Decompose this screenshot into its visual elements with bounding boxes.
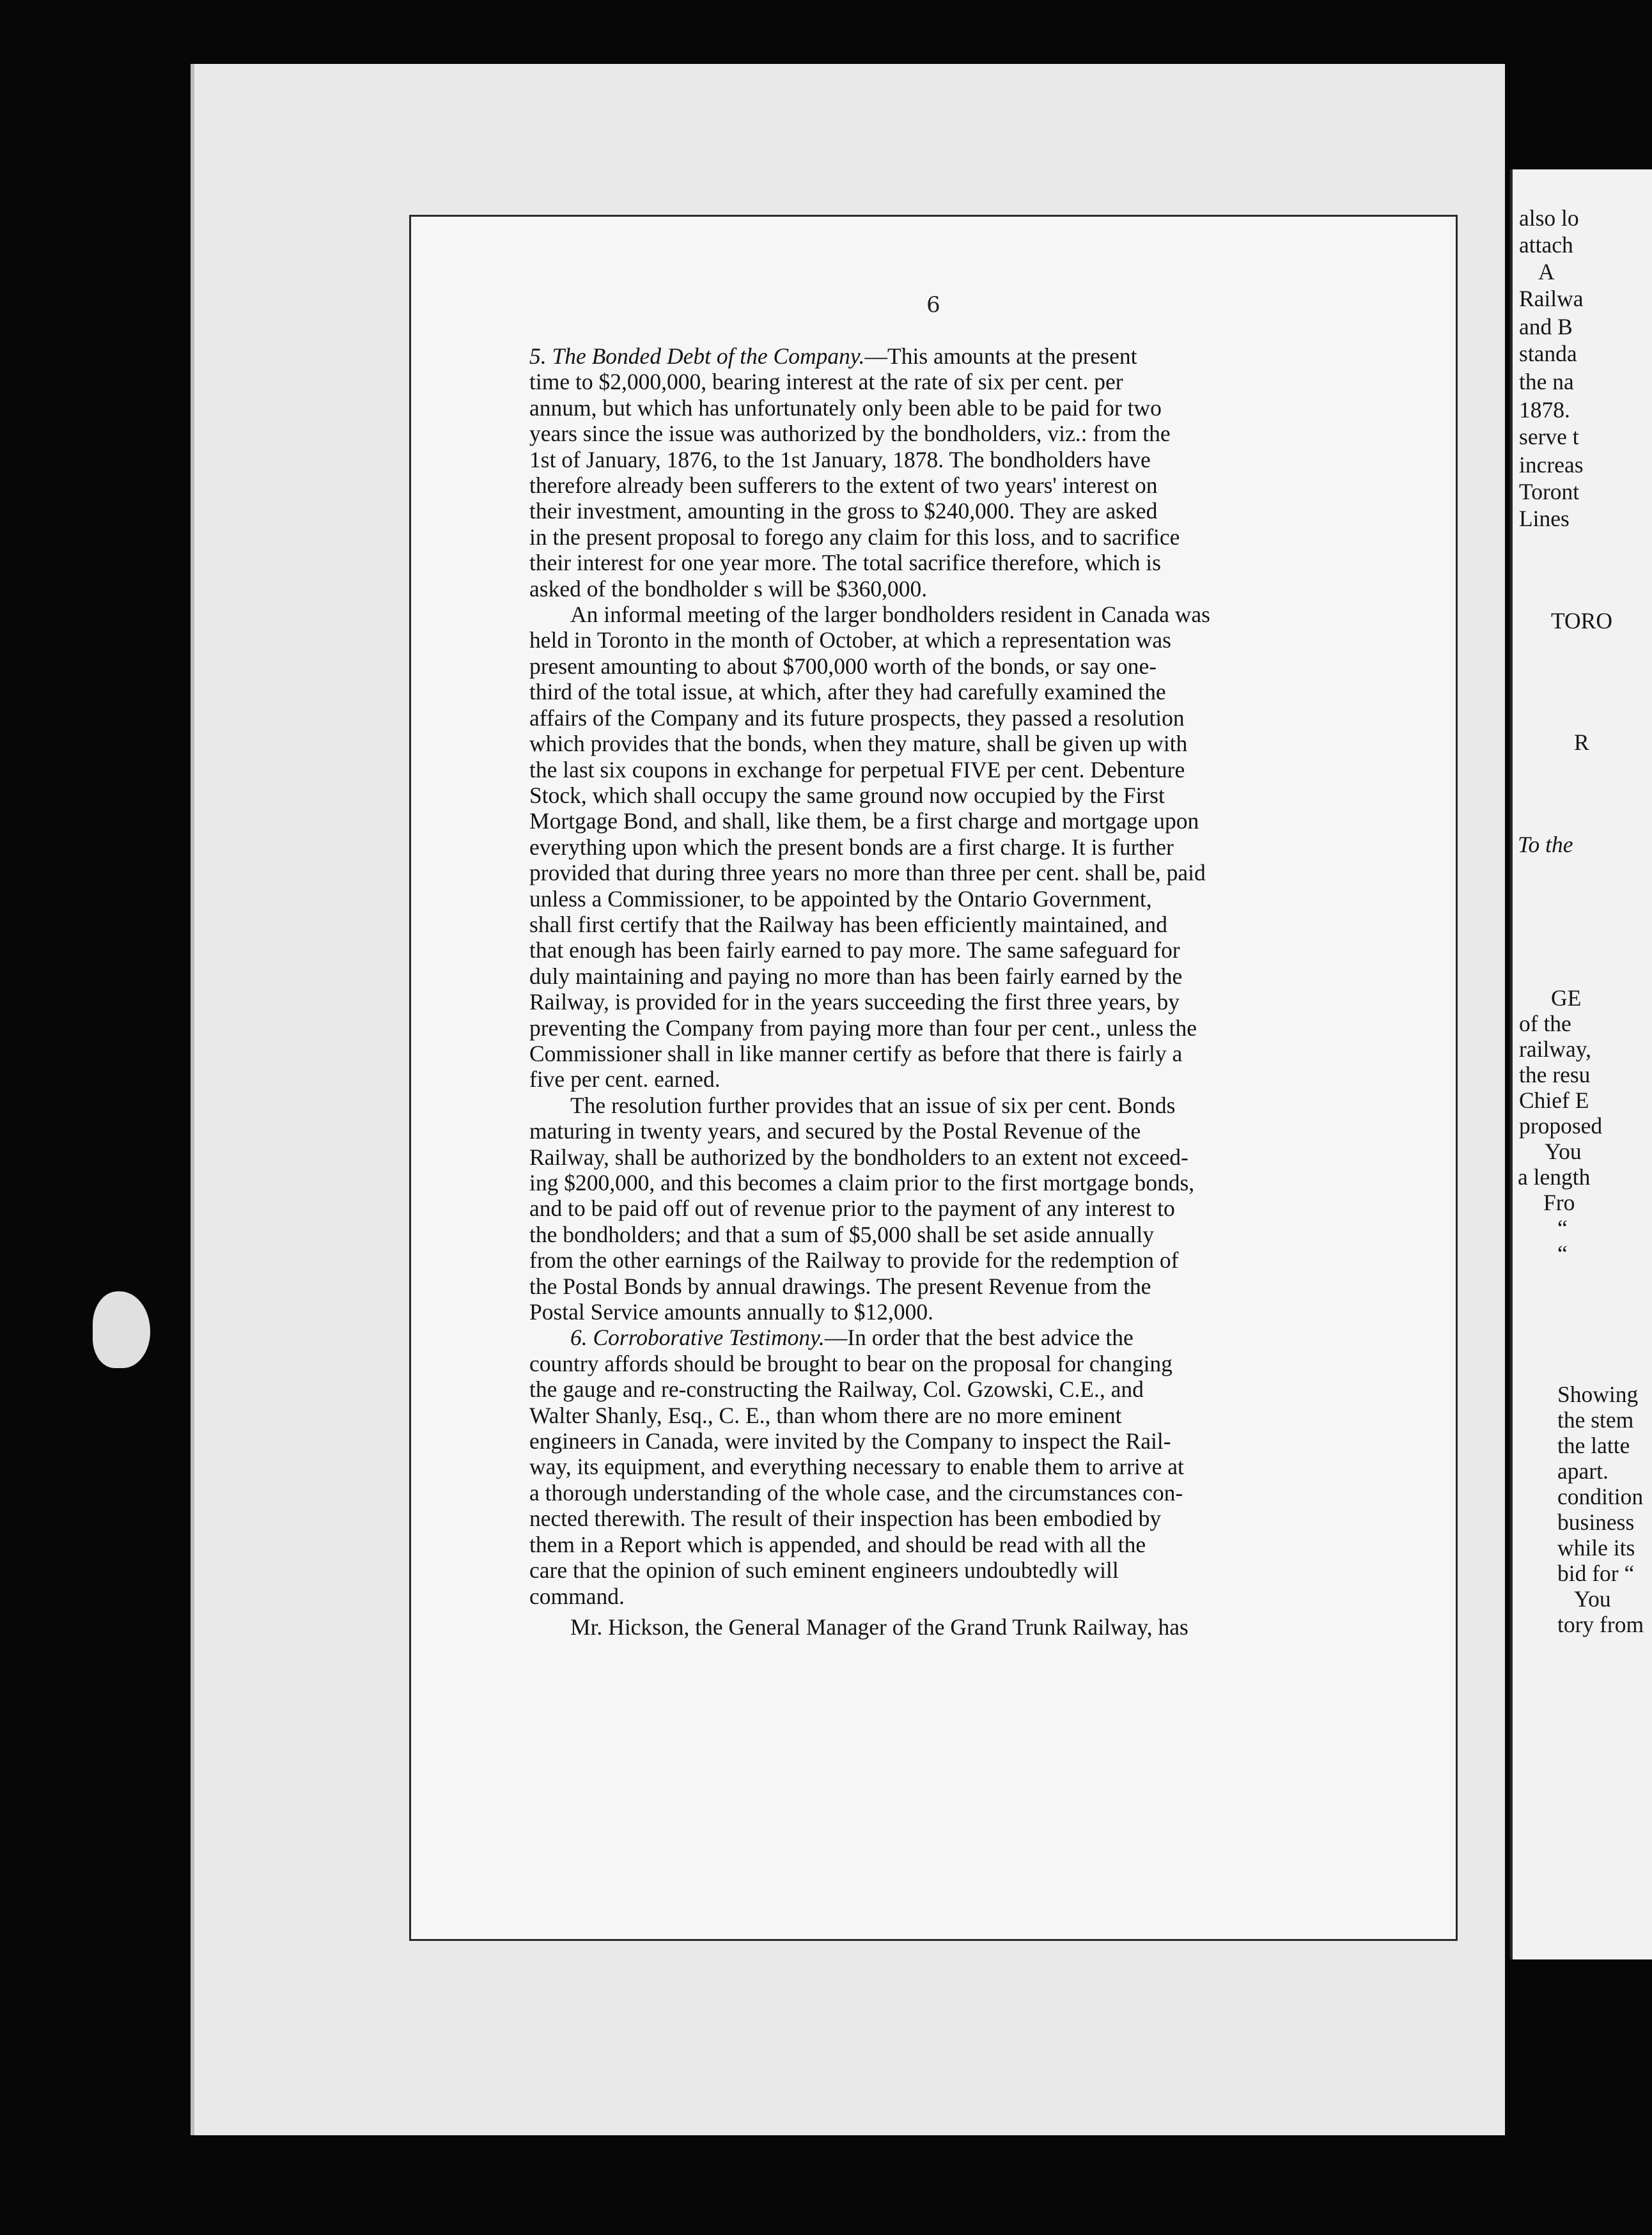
text-line: ing $200,000, and this becomes a claim prior to the first mortgage bonds, <box>529 1170 1195 1195</box>
fragment-line: Showing <box>1557 1382 1639 1407</box>
fragment-line: of the <box>1519 1011 1571 1036</box>
fragment-line: increas <box>1519 452 1584 478</box>
fragment-line: tory from <box>1557 1612 1644 1637</box>
text-line: command. <box>529 1583 625 1609</box>
fragment-line: A <box>1538 259 1555 284</box>
text-line: Mortgage Bond, and shall, like them, be a first charge and mortgage upon <box>529 808 1199 834</box>
fragment-line: Chief E <box>1519 1087 1589 1113</box>
paragraph-informal-meeting <box>529 602 1383 1093</box>
paragraph-bonded-debt <box>529 343 1383 602</box>
text-line: their interest for one year more. The total sacrifice therefore, which is <box>529 550 1161 576</box>
paragraph-resolution <box>529 1093 1383 1325</box>
text-line: five per cent. earned. <box>529 1066 721 1093</box>
text-line: duly maintaining and paying no more than has been fairly earned by the <box>529 963 1183 989</box>
text-line: Railway, shall be authorized by the bondholders to an extent not exceed- <box>529 1144 1188 1170</box>
text-line: unless a Commissioner, to be appointed by the Ontario Government, <box>529 885 1152 912</box>
fragment-line: TORO <box>1551 608 1612 634</box>
text-line: therefore already been sufferers to the extent of two years' interest on <box>529 472 1158 499</box>
fragment-line: proposed <box>1519 1113 1603 1139</box>
body-text <box>529 343 1383 1640</box>
text-line: nected therewith. The result of their inspection has been embodied by <box>529 1506 1162 1532</box>
text-line: Mr. Hickson, the General Manager of the Grand Trunk Railway, has <box>570 1614 1188 1640</box>
text-line: asked of the bondholder s will be $360,000. <box>529 575 928 602</box>
fragment-line: Fro <box>1543 1190 1575 1215</box>
text-line: shall first certify that the Railway has been efficiently maintained, and <box>529 911 1167 937</box>
fragment-line: “ <box>1557 1241 1568 1266</box>
document-page <box>409 215 1458 1941</box>
text-line: which provides that the bonds, when they mature, shall be given up with <box>529 731 1188 757</box>
fragment-line: attach <box>1519 232 1573 258</box>
text-line: the last six coupons in exchange for perpetual FIVE per cent. Debenture <box>529 756 1185 783</box>
text-line: Commissioner shall in like manner certify as before that there is fairly a <box>529 1040 1183 1066</box>
fragment-line: serve t <box>1519 424 1579 449</box>
section-heading: 6. Corroborative Testimony. <box>570 1325 825 1351</box>
text-line: that enough has been fairly earned to pay more. The same safeguard for <box>529 937 1180 963</box>
text-line: their investment, amounting in the gross to $240,000. They are asked <box>529 498 1158 524</box>
fragment-line: railway, <box>1519 1036 1592 1062</box>
fragment-line: the stem <box>1557 1407 1634 1433</box>
text-line: third of the total issue, at which, after they had carefully examined the <box>529 679 1166 705</box>
fragment-line: R <box>1574 729 1589 755</box>
paragraph-corroborative-testimony <box>529 1325 1383 1608</box>
text-line: country affords should be brought to bear on the proposal for changing <box>529 1350 1173 1376</box>
text-line: An informal meeting of the larger bondholders resident in Canada was <box>570 602 1210 628</box>
fragment-line: the latte <box>1557 1433 1630 1458</box>
text-line: preventing the Company from paying more than four per cent., unless the <box>529 1015 1197 1041</box>
text-line: Stock, which shall occupy the same ground now occupied by the First <box>529 782 1165 808</box>
text-line: a thorough understanding of the whole case, and the circumstances con- <box>529 1479 1183 1506</box>
text-line: 1st of January, 1876, to the 1st January, 1878. The bondholders have <box>529 446 1151 472</box>
fragment-line: a length <box>1518 1164 1591 1190</box>
fragment-line: bid for “ <box>1557 1561 1635 1586</box>
text-line: held in Toronto in the month of October, at which a representation was <box>529 627 1171 653</box>
fragment-line: Toront <box>1519 479 1580 504</box>
fragment-line: To the <box>1518 832 1573 857</box>
text-line: the gauge and re-constructing the Railway, Col. Gzowski, C.E., and <box>529 1376 1144 1403</box>
fragment-line: Railwa <box>1519 286 1584 311</box>
fragment-line: while its <box>1557 1535 1635 1561</box>
fragment-line: “ <box>1557 1215 1568 1241</box>
fragment-line: You <box>1545 1139 1582 1164</box>
text-line: Railway, is provided for in the years succeeding the first three years, by <box>529 989 1180 1015</box>
fragment-line: business <box>1557 1509 1635 1535</box>
fragment-line: standa <box>1519 341 1577 366</box>
text-line: and to be paid off out of revenue prior to the payment of any interest to <box>529 1195 1175 1222</box>
section-heading: 5. The Bonded Debt of the Company. <box>529 343 865 369</box>
text-line: way, its equipment, and everything necessary to enable them to arrive at <box>529 1454 1184 1480</box>
text-line: from the other earnings of the Railway to provide for the redemption of <box>529 1247 1179 1273</box>
fragment-line: the na <box>1519 369 1574 394</box>
text-line: the Postal Bonds by annual drawings. The present Revenue from the <box>529 1273 1151 1299</box>
text-line: them in a Report which is appended, and should be read with all the <box>529 1531 1146 1557</box>
fragment-line: the resu <box>1519 1062 1591 1087</box>
fragment-line: condition <box>1557 1484 1644 1509</box>
text-line: maturing in twenty years, and secured by the Postal Revenue of the <box>529 1118 1141 1144</box>
text-line: annum, but which has unfortunately only been able to be paid for two <box>529 394 1162 421</box>
fragment-line: GE <box>1551 985 1582 1011</box>
paragraph-hickson <box>529 1614 1383 1640</box>
text-line: time to $2,000,000, bearing interest at the rate of six per cent. per <box>529 369 1123 395</box>
text-line: Walter Shanly, Esq., C. E., than whom there are no more eminent <box>529 1402 1122 1428</box>
fragment-line: also lo <box>1519 205 1579 231</box>
text-line: engineers in Canada, were invited by the Company to inspect the Rail- <box>529 1428 1171 1454</box>
fragment-line: apart. <box>1557 1458 1609 1484</box>
text-line: —In order that the best advice the <box>824 1325 1134 1351</box>
text-line: the bondholders; and that a sum of $5,000 shall be set aside annually <box>529 1221 1155 1247</box>
text-line: provided that during three years no more than three per cent. shall be, paid <box>529 860 1206 886</box>
text-line: —This amounts at the present <box>864 343 1137 369</box>
fragment-line: and B <box>1519 314 1573 339</box>
fragment-line: Lines <box>1519 506 1570 531</box>
text-line: The resolution further provides that an issue of six per cent. Bonds <box>570 1092 1176 1118</box>
paper-scrap <box>93 1291 150 1368</box>
text-line: present amounting to about $700,000 worth of the bonds, or say one- <box>529 653 1157 679</box>
text-line: years since the issue was authorized by the bondholders, viz.: from the <box>529 421 1171 447</box>
fragment-line: 1878. <box>1519 397 1570 423</box>
text-line: affairs of the Company and its future prospects, they passed a resolution <box>529 705 1185 731</box>
adjacent-page-fragment <box>1510 169 1652 1959</box>
text-line: Postal Service amounts annually to $12,000. <box>529 1299 934 1325</box>
fragment-line: You <box>1574 1586 1611 1612</box>
text-line: everything upon which the present bonds are a first charge. It is further <box>529 834 1174 860</box>
text-line: care that the opinion of such eminent engineers undoubtedly will <box>529 1557 1119 1584</box>
text-line: in the present proposal to forego any claim for this loss, and to sacrifice <box>529 524 1180 550</box>
page-number: 6 <box>926 292 940 318</box>
